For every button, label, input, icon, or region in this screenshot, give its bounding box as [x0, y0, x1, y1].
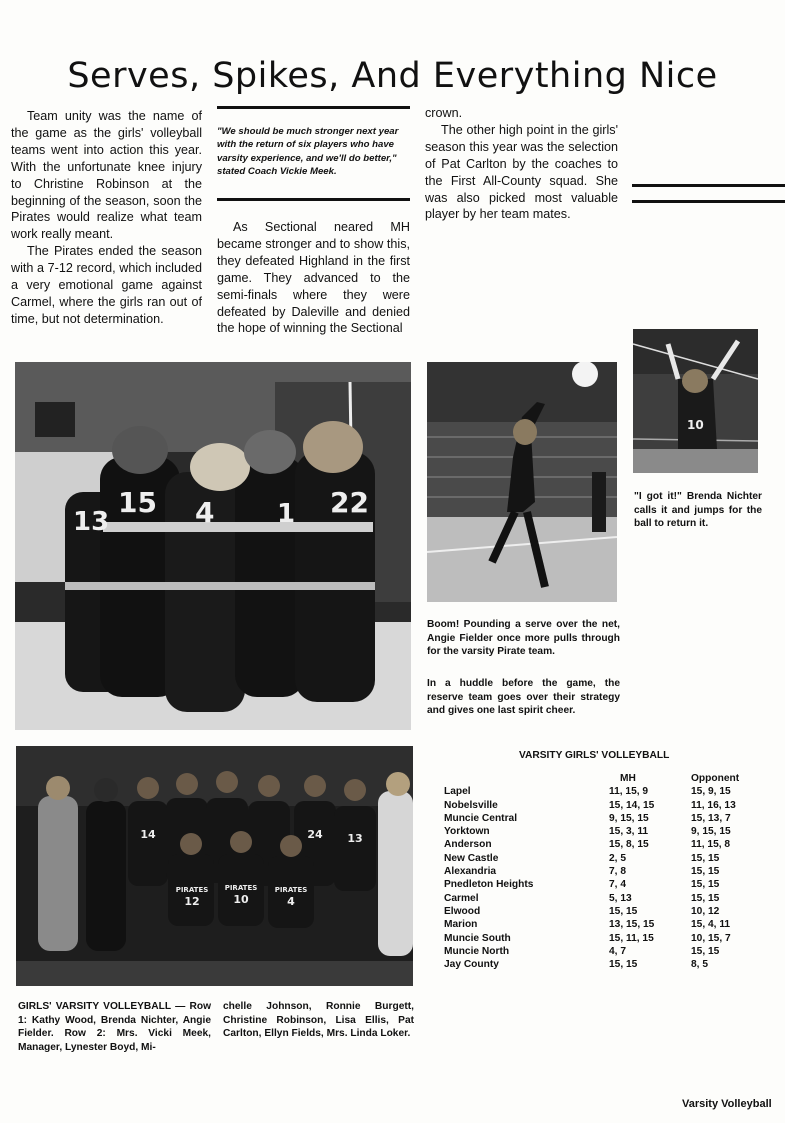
scoreboard-title: VARSITY GIRLS' VOLLEYBALL — [519, 750, 670, 761]
jersey-number: 12 — [184, 895, 200, 908]
team-name: Muncie South — [444, 932, 511, 944]
scoreboard-table — [444, 772, 774, 971]
team-name: Carmel — [444, 892, 479, 904]
mh-score: 4, 7 — [609, 945, 626, 957]
spike-photo — [633, 329, 758, 473]
mh-score: 7, 8 — [609, 866, 626, 878]
side-rule-bottom — [632, 200, 785, 203]
jersey-number: 10 — [687, 418, 704, 432]
scoreboard-row — [444, 825, 774, 838]
team-name: Pnedleton Heights — [444, 879, 534, 891]
serve-photo — [427, 362, 617, 602]
scoreboard-row — [444, 945, 774, 958]
mh-score: 9, 15, 15 — [609, 812, 649, 824]
team-name: Elwood — [444, 905, 481, 917]
opponent-score: 15, 9, 15 — [691, 786, 731, 798]
jersey-number: 14 — [140, 828, 156, 841]
opponent-score: 15, 15 — [691, 879, 720, 891]
jersey-number: 15 — [118, 486, 157, 519]
scoreboard-row — [444, 958, 774, 971]
header-opponent: Opponent — [691, 773, 740, 784]
story-paragraph: The other high point in the girls' season this year was the selection of Pat Carlton by the coaches to the First All-County squad. She was also picked most valuable player by her team mates. — [425, 122, 618, 222]
team-name: Muncie Central — [444, 812, 518, 824]
caption-team-left: GIRLS' VARSITY VOLLEYBALL — Row 1: Kathy Wood, Brenda Nichter, Angie Fielder. Row 2: Mrs. Vicki Meek, Manager, Lynester Boyd, Mi- — [18, 1001, 211, 1053]
mh-score: 2, 5 — [609, 852, 626, 864]
opponent-score: 11, 15, 8 — [691, 839, 731, 851]
jersey-word: PIRATES — [175, 886, 209, 894]
side-rule-top — [632, 184, 785, 187]
jersey-number: 13 — [347, 832, 363, 845]
jersey-number: 1 — [277, 499, 296, 529]
coach-quote: "We should be much stronger next year with the return of six players who have varsity experience, and we'll do better," stated Coach Vickie Meek. — [217, 126, 399, 178]
mh-score: 15, 3, 11 — [609, 826, 649, 838]
opponent-score: 10, 15, 7 — [691, 932, 731, 944]
page-title: Serves, Spikes, And Everything Nice — [67, 56, 718, 96]
header-mh: MH — [620, 773, 636, 784]
scoreboard-row — [444, 852, 774, 865]
story-paragraph: Team unity was the name of the game as the girls' volleyball teams went into action this year. With the unfortunate knee injury to Christine Robinson at the beginning of the season, soon the Pirates would realize what team work really meant. — [11, 109, 202, 242]
jersey-number: 4 — [287, 895, 295, 908]
opponent-score: 15, 15 — [691, 866, 720, 878]
opponent-score: 9, 15, 15 — [691, 826, 731, 838]
jersey-word: PIRATES — [224, 884, 258, 892]
mh-score: 15, 15 — [609, 905, 638, 917]
jersey-number: 24 — [307, 828, 323, 841]
jersey-number: 10 — [233, 893, 249, 906]
team-name: Alexandria — [444, 866, 497, 878]
story-column-3 — [425, 105, 618, 223]
team-name: Lapel — [444, 786, 471, 798]
opponent-score: 15, 15 — [691, 852, 720, 864]
caption-team-right: chelle Johnson, Ronnie Burgett, Christine Robinson, Lisa Ellis, Pat Carlton, Ellyn Fields, Mrs. Linda Loker. — [223, 1001, 414, 1040]
mh-score: 5, 13 — [609, 892, 632, 904]
opponent-score: 11, 16, 13 — [691, 799, 736, 811]
mh-score: 7, 4 — [609, 879, 626, 891]
opponent-score: 15, 15 — [691, 892, 720, 904]
team-name: Muncie North — [444, 945, 510, 957]
story-paragraph: crown. — [425, 106, 463, 120]
scoreboard-header-row — [444, 772, 774, 785]
scoreboard-row — [444, 865, 774, 878]
opponent-score: 15, 4, 11 — [691, 919, 731, 931]
team-name: Marion — [444, 919, 478, 931]
mh-score: 15, 11, 15 — [609, 932, 654, 944]
mh-score: 15, 15 — [609, 959, 638, 971]
caption-huddle: In a huddle before the game, the reserve team goes over their strategy and gives one last spirit cheer. — [427, 678, 620, 717]
jersey-number: 13 — [73, 507, 110, 537]
scoreboard-row — [444, 838, 774, 851]
opponent-score: 8, 5 — [691, 959, 708, 971]
quote-rule-top — [217, 106, 410, 109]
jersey-word: PIRATES — [274, 886, 308, 894]
mh-score: 15, 14, 15 — [609, 799, 655, 811]
jersey-number: 22 — [330, 486, 369, 519]
team-name: Anderson — [444, 839, 492, 851]
mh-score: 15, 8, 15 — [609, 839, 649, 851]
scoreboard-row — [444, 799, 774, 812]
opponent-score: 15, 13, 7 — [691, 812, 731, 824]
team-name: Jay County — [444, 959, 499, 971]
scoreboard-row — [444, 932, 774, 945]
caption-serve: Boom! Pounding a serve over the net, Angie Fielder once more pulls through for the varsity Pirate team. — [427, 619, 620, 658]
team-name: Yorktown — [444, 826, 490, 838]
scoreboard-row — [444, 878, 774, 891]
team-photo — [16, 746, 413, 986]
caption-got-it: "I got it!" Brenda Nichter calls it and jumps for the ball to return it. — [634, 491, 762, 530]
story-paragraph: The Pirates ended the season with a 7-12 record, which included a very emotional game against Carmel, where the girls ran out of time, but not determination. — [11, 244, 202, 326]
scoreboard-row — [444, 918, 774, 931]
scoreboard-row — [444, 812, 774, 825]
opponent-score: 15, 15 — [691, 945, 720, 957]
mh-score: 13, 15, 15 — [609, 919, 655, 931]
page-footer: Varsity Volleyball — [682, 1098, 772, 1110]
huddle-photo — [15, 362, 411, 730]
team-name: Nobelsville — [444, 799, 498, 811]
scoreboard-row — [444, 905, 774, 918]
scoreboard-row — [444, 892, 774, 905]
team-name: New Castle — [444, 852, 499, 864]
mh-score: 11, 15, 9 — [609, 786, 649, 798]
scoreboard-row — [444, 785, 774, 798]
story-column-2: As Sectional neared MH became stronger and to show this, they defeated Highland in the first game. They advanced to the semi-finals where they were defeated by Daleville and denied the hope of winning the Sectional — [217, 220, 410, 336]
story-column-1 — [11, 108, 202, 328]
opponent-score: 10, 12 — [691, 905, 720, 917]
jersey-number: 4 — [195, 496, 215, 529]
quote-rule-bottom — [217, 198, 410, 201]
